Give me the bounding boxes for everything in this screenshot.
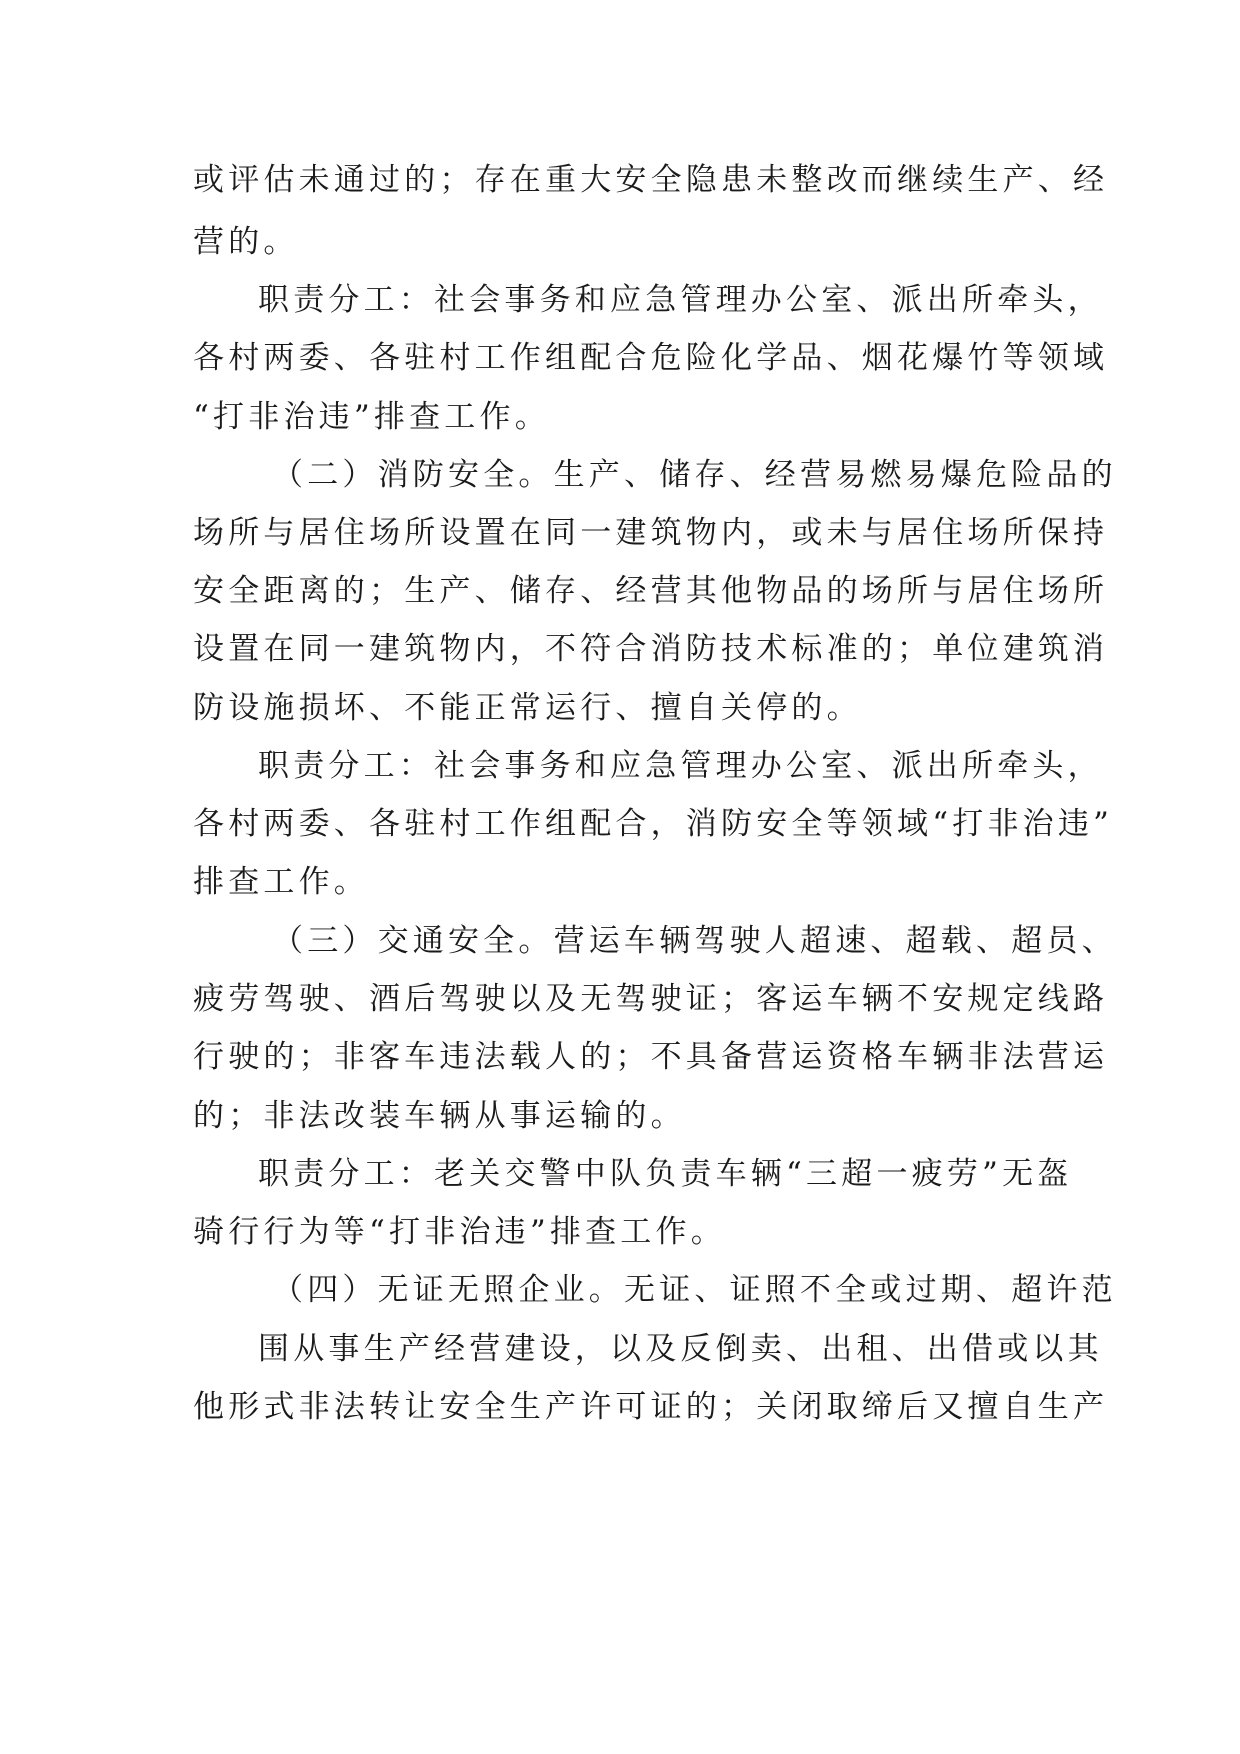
text-line-12: 各村两委、各驻村工作组配合，消防安全等领域“打非治违” xyxy=(193,806,1114,842)
text-line-6: （二）消防安全。生产、储存、经营易燃易爆危险品的 xyxy=(272,457,1117,493)
text-line-16: 行驶的；非客车违法载人的；不具备营运资格车辆非法营运 xyxy=(193,1039,1109,1075)
text-line-22: 他形式非法转让安全生产许可证的；关闭取缔后又擅自生产 xyxy=(193,1389,1109,1425)
text-line-10: 防设施损坏、不能正常运行、擅自关停的。 xyxy=(193,690,862,726)
text-line-19: 骑行行为等“打非治违”排查工作。 xyxy=(193,1214,726,1250)
text-line-18: 职责分工：老关交警中队负责车辆“三超一疲劳”无盔 xyxy=(258,1156,1073,1192)
text-line-15: 疲劳驾驶、酒后驾驶以及无驾驶证；客运车辆不安规定线路 xyxy=(193,981,1109,1017)
text-line-21: 围从事生产经营建设，以及反倒卖、出租、出借或以其 xyxy=(258,1331,1103,1367)
text-line-11: 职责分工：社会事务和应急管理办公室、派出所牵头， xyxy=(258,748,1103,784)
text-line-9: 设置在同一建筑物内，不符合消防技术标准的；单位建筑消 xyxy=(193,631,1109,667)
text-line-4: 各村两委、各驻村工作组配合危险化学品、烟花爆竹等领域 xyxy=(193,340,1109,376)
text-line-14: （三）交通安全。营运车辆驾驶人超速、超载、超员、 xyxy=(272,923,1117,959)
text-line-7: 场所与居住场所设置在同一建筑物内，或未与居住场所保持 xyxy=(193,515,1109,551)
text-line-3: 职责分工：社会事务和应急管理办公室、派出所牵头， xyxy=(258,282,1103,318)
text-line-13: 排查工作。 xyxy=(193,864,369,900)
text-line-1: 或评估未通过的；存在重大安全隐患未整改而继续生产、经 xyxy=(193,162,1109,198)
text-line-8: 安全距离的；生产、储存、经营其他物品的场所与居住场所 xyxy=(193,573,1109,609)
text-line-2: 营的。 xyxy=(193,224,299,260)
text-line-17: 的；非法改装车辆从事运输的。 xyxy=(193,1098,686,1134)
text-line-20: （四）无证无照企业。无证、证照不全或过期、超许范 xyxy=(272,1272,1117,1308)
text-line-5: “打非治违”排查工作。 xyxy=(193,399,550,435)
